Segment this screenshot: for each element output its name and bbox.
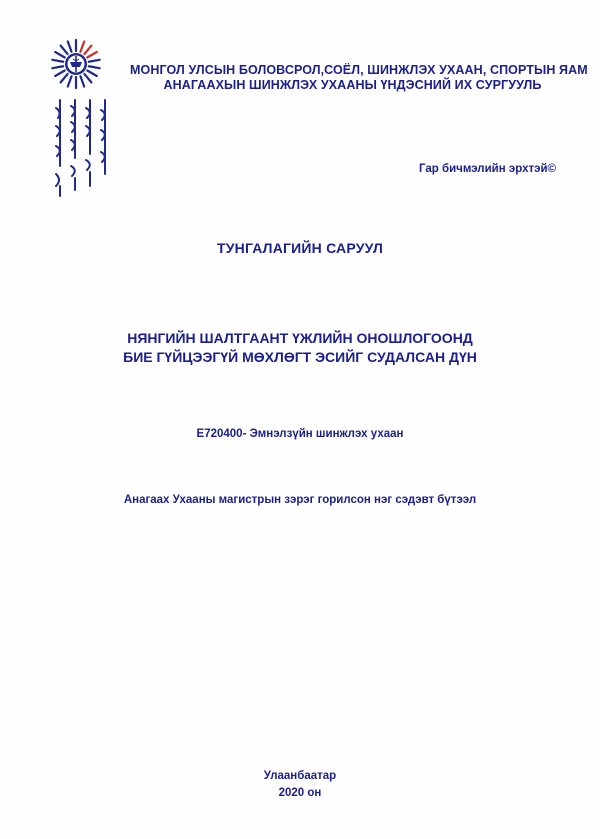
copyright-notice: Гар бичмэлийн эрхтэй© xyxy=(419,163,556,175)
city: Улаанбаатар xyxy=(263,770,337,782)
author-name: ТУНГАЛАГИЙН САРУУЛ xyxy=(216,240,384,256)
year: 2020 он xyxy=(278,787,322,799)
degree-statement: Анагаах Ухааны магистрын зэрэг горилсон нэг сэдэвт бүтээл xyxy=(123,494,477,506)
ministry-name: МОНГОЛ УЛСЫН БОЛОВСРОЛ,СОЁЛ, ШИНЖЛЭХ УХААН, СПОРТЫН ЯАМ xyxy=(130,63,588,77)
place-and-year xyxy=(0,768,600,802)
specialty-code: E720400- Эмнэлзүйн шинжлэх ухаан xyxy=(196,428,404,440)
thesis-title-line-1: НЯНГИЙН ШАЛТГААНТ ҮЖЛИЙН ОНОШЛОГООНД xyxy=(127,330,473,346)
university-emblem-icon xyxy=(50,38,102,90)
university-name: АНАГААХЫН ШИНЖЛЭХ УХААНЫ ҮНДЭСНИЙ ИХ СУРГУУЛЬ xyxy=(163,78,542,92)
mongolian-script-emblem-text xyxy=(42,96,122,200)
institution-header xyxy=(130,63,588,93)
thesis-title-line-2: БИЕ ГҮЙЦЭЭГҮЙ МӨХЛӨГТ ЭСИЙГ СУДАЛСАН ДҮН xyxy=(123,349,477,365)
thesis-title xyxy=(0,329,600,367)
